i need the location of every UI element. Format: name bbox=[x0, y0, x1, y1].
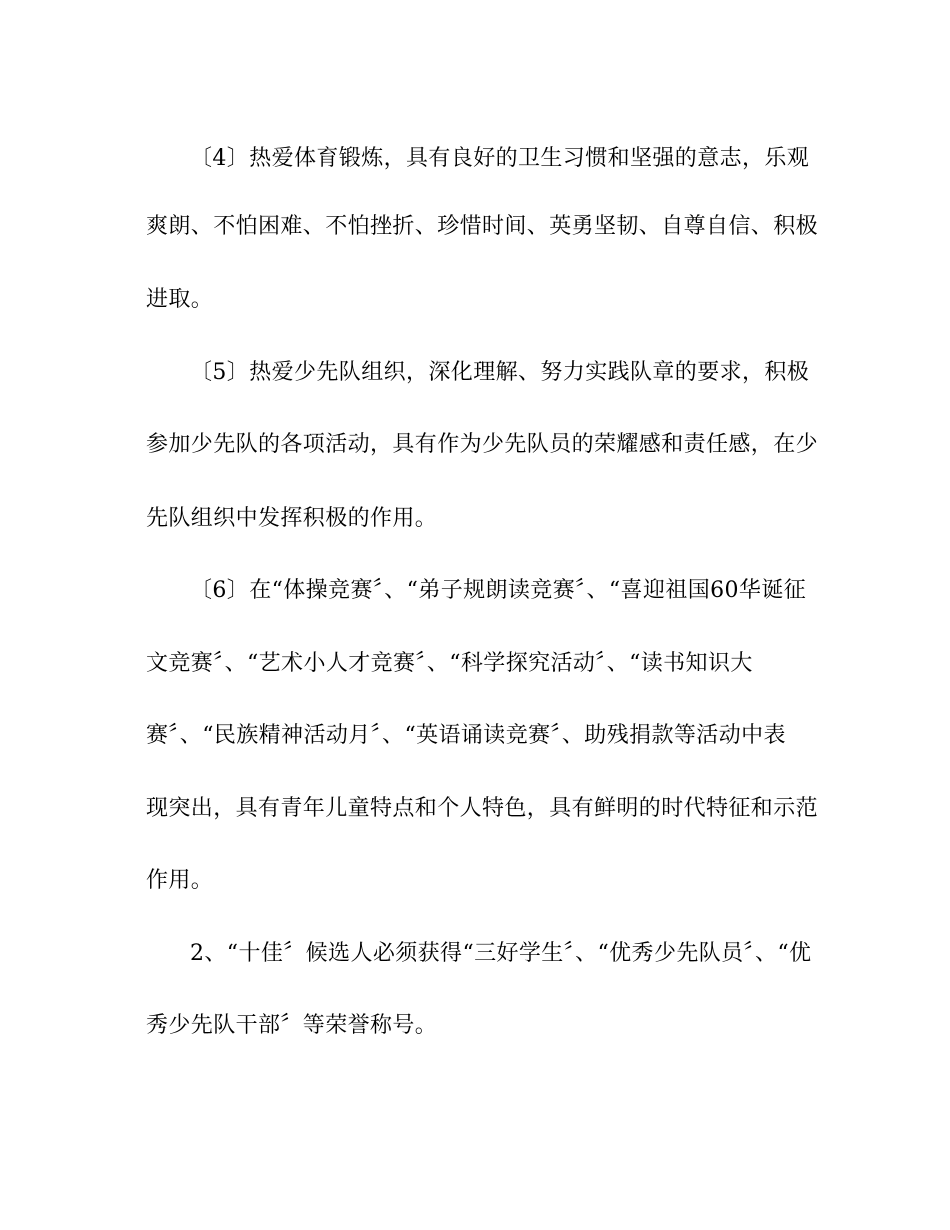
paragraph-4-line-1: 〔4〕热爱体育锻炼，具有良好的卫生习惯和坚强的意志，乐观 bbox=[190, 146, 810, 171]
paragraph-4-line-2: 爽朗、不怕困难、不怕挫折、珍惜时间、英勇坚韧、自尊自信、积极 bbox=[146, 214, 819, 239]
paragraph-6-line-2: 文竞赛〞、“艺术小人才竞赛〞、“科学探究活动〞、“读书知识大 bbox=[146, 651, 753, 676]
paragraph-5-line-2: 参加少先队的各项活动，具有作为少先队员的荣耀感和责任感，在少 bbox=[146, 432, 819, 457]
paragraph-5-line-3: 先队组织中发挥积极的作用。 bbox=[146, 506, 438, 531]
paragraph-4-line-3: 进取。 bbox=[146, 287, 214, 312]
paragraph-6-line-4: 现突出，具有青年儿童特点和个人特色，具有鲜明的时代特征和示范 bbox=[146, 796, 819, 821]
item-2-line-1: 2、“十佳〞候选人必须获得“三好学生〞、“优秀少先队员〞、“优 bbox=[190, 941, 812, 966]
paragraph-5-line-1: 〔5〕热爱少先队组织，深化理解、努力实践队章的要求，积极 bbox=[190, 360, 810, 385]
item-2-line-2: 秀少先队干部〞等荣誉称号。 bbox=[146, 1013, 438, 1038]
paragraph-6-line-5: 作用。 bbox=[146, 868, 214, 893]
paragraph-6-line-3: 赛〞、“民族精神活动月〞、“英语诵读竞赛〞、助残捐款等活动中表 bbox=[146, 723, 786, 748]
paragraph-6-line-1: 〔6〕在“体操竞赛〞、“弟子规朗读竞赛〞、“喜迎祖国60华诞征 bbox=[190, 578, 807, 603]
